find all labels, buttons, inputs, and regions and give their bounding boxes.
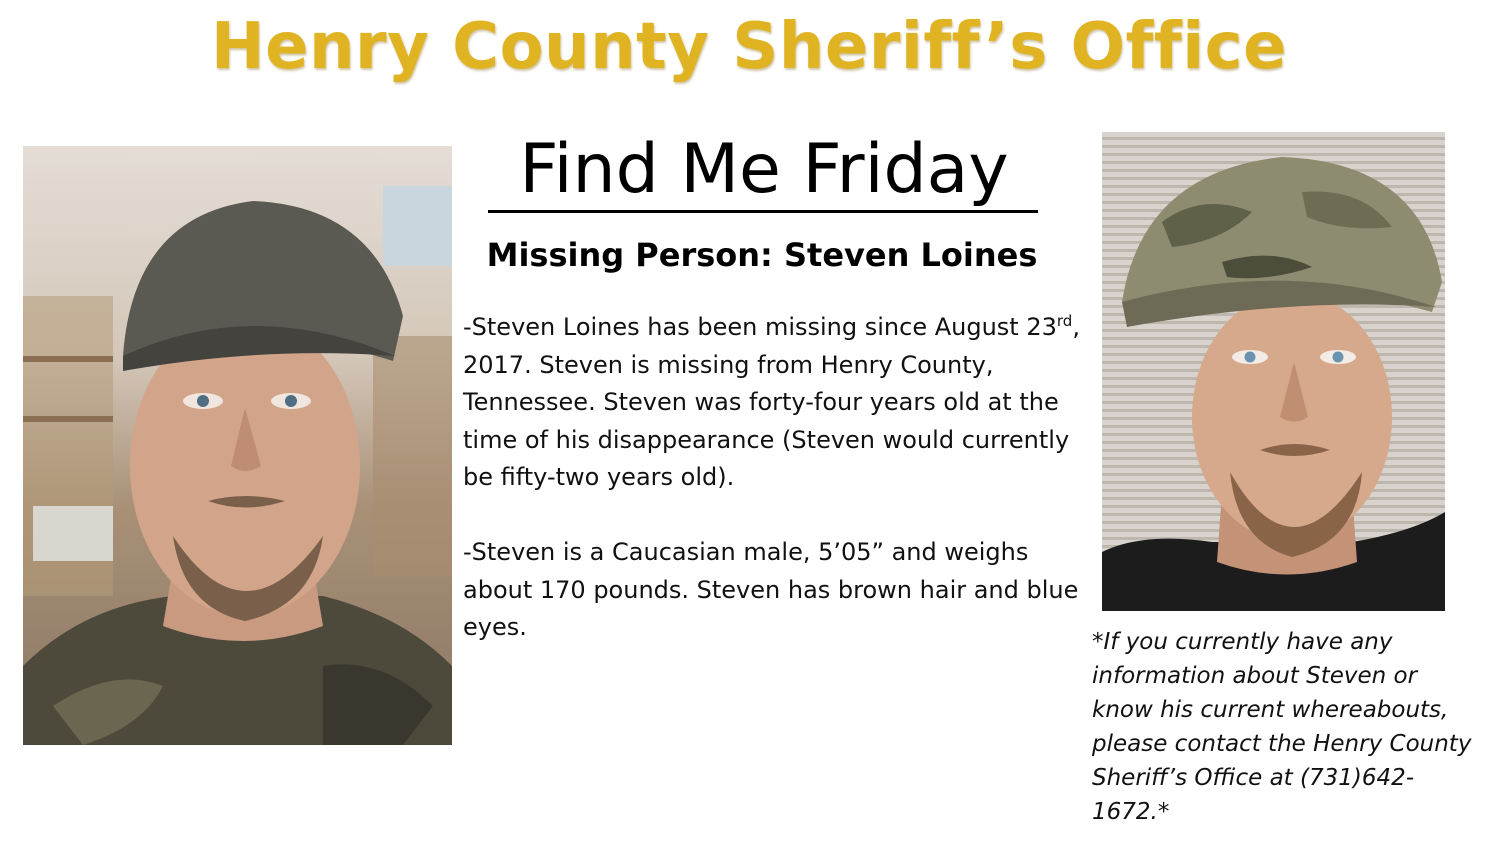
disappearance-text-end: , 2017. Steven is missing from Henry County, Tennessee. Steven was forty-four years old at the time of his disappearance (Steven would currently be fifty-two years old). <box>463 313 1080 491</box>
missing-person-heading: Missing Person: Steven Loines <box>486 236 1038 274</box>
find-me-friday-heading: Find Me Friday <box>519 130 1009 209</box>
page-title: Henry County Sheriff’s Office <box>211 10 1287 84</box>
contact-information: *If you currently have any information about Steven or know his current whereabouts, please contact the Henry County Sheriff’s Office at (731)642-1672.* <box>1092 629 1472 825</box>
heading-underline <box>488 210 1038 213</box>
missing-person-photo-right <box>1102 132 1445 611</box>
person-photo-icon <box>1102 132 1445 611</box>
physical-description-paragraph: -Steven is a Caucasian male, 5’05” and weighs about 170 pounds. Steven has brown hair and blue eyes. <box>463 538 1079 641</box>
disappearance-text-start: -Steven Loines has been missing since August 23 <box>463 313 1057 341</box>
date-ordinal-suffix: rd <box>1056 312 1073 330</box>
missing-person-photo-left <box>23 146 452 745</box>
person-photo-icon <box>23 146 452 745</box>
case-description <box>463 309 1081 647</box>
disappearance-paragraph <box>463 309 1081 497</box>
